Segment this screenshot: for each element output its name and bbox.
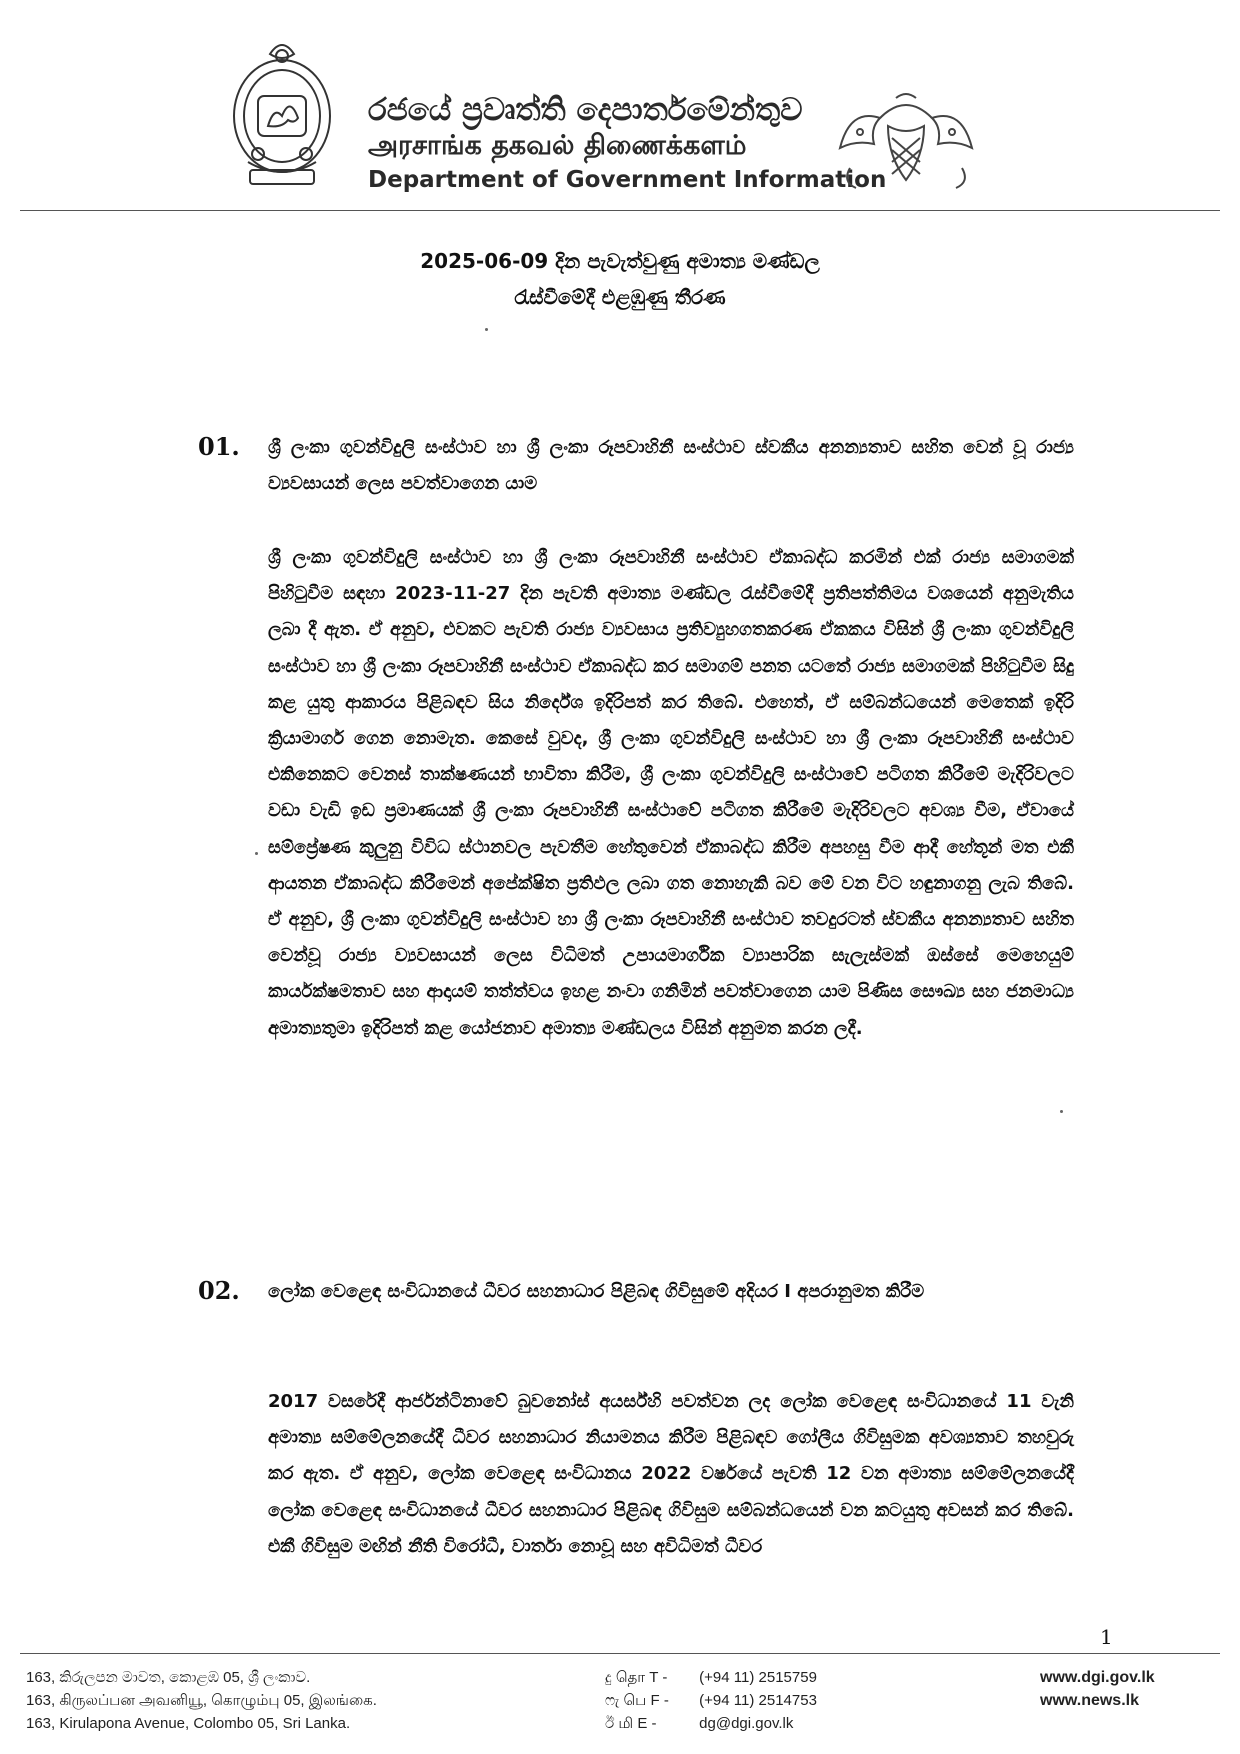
item-number: 01. [198,432,240,461]
document-title [300,243,940,315]
national-emblem-icon [228,34,336,194]
department-name-english: Department of Government Information [368,167,887,193]
fax-row [605,1689,905,1712]
scan-speck [255,852,258,855]
header-divider [20,210,1220,211]
address-sinhala: 163, කිරුලපන මාවත, කොළඹ 05, ශ්‍රී ලංකාව. [26,1669,311,1686]
email-label: ඊ மி E - [605,1715,657,1732]
scan-speck [485,328,488,331]
scan-speck [1060,1110,1063,1113]
fax-number: (+94 11) 2514753 [699,1692,817,1709]
phone-label: දු தொ T - [605,1669,668,1686]
footer-contact [605,1666,905,1735]
title-line-2: රැස්වීමේදී එළඹුණු තීරණ [514,285,726,309]
website-link-news[interactable]: www.news.lk [1040,1692,1139,1709]
address-tamil: 163, கிருலப்பன அவனியூ, கொழும்பு 05, இலங்கை. [26,1692,377,1709]
website-link-dgi[interactable]: www.dgi.gov.lk [1040,1669,1155,1686]
phone-row [605,1666,905,1689]
item-number: 02. [198,1276,240,1305]
item-heading: ලෝක වෙළෙඳ සංවිධානයේ ධීවර සහනාධාර පිළිබඳ ගිවිසුමේ අදියර I අපරානුමත කිරීම [268,1281,925,1302]
department-name-tamil: அரசாங்க தகவல் திணைக்களம் [368,130,747,161]
department-name-sinhala: රජයේ ප්‍රවෘත්ති දෙපාර්තමේන්තුව [368,92,803,128]
page-number: 1 [1100,1625,1113,1649]
item-heading: ශ්‍රී ලංකා ගුවන්විදුලි සංස්ථාව හා ශ්‍රී ලංකා රූපවාහිනී සංස්ථාව ස්වකීය අනන්‍යතාව සහිත වෙන් වූ රාජ්‍ය ව්‍යවසායන් ලෙස පවත්වාගෙන යාම [268,437,1074,494]
fax-label: ෆැ பெ F - [605,1692,669,1709]
address-english: 163, Kirulapona Avenue, Colombo 05, Sri Lanka. [26,1715,351,1732]
footer-websites [1040,1666,1220,1712]
email-address[interactable]: dg@dgi.gov.lk [699,1715,794,1732]
department-name-block [368,92,887,196]
email-row [605,1712,905,1735]
item-body: 2017 වසරේදී ආර්ජන්ටිනාවේ බුවනෝස් අයර්ස්හි පවත්වන ලද ලෝක වෙළෙඳ සංවිධානයේ 11 වැනි අමාත්‍ය සම්මේලනයේදී ධීවර සහනාධාර නියාමනය කිරීම පිළිබඳව ගෝලීය ගිවිසුමක අවශ්‍යතාව තහවුරු කර ඇත. ඒ අනුව, ලෝක වෙළෙඳ සංවිධානය 2022 වර්ෂයේ පැවති 12 වන අමාත්‍ය සම්මේලනයේදී ලෝක වෙළෙඳ සංවිධානයේ ධීවර සහනාධාර පිළිබඳ ගිවිසුම සම්බන්ධයෙන් වන කටයුතු අවසන් කර තිබේ. එකී ගිවිසුම මඟින් නීති විරෝධී, වාර්තා නොවූ සහ අවිධිමත් ධීවර [268,1391,1074,1557]
footer-address [26,1666,496,1735]
title-line-1: 2025-06-09 දින පැවැත්වුණු අමාත්‍ය මණ්ඩල [420,249,820,273]
phone-number: (+94 11) 2515759 [699,1669,817,1686]
footer-divider [20,1653,1220,1654]
item-body: ශ්‍රී ලංකා ගුවන්විදුලි සංස්ථාව හා ශ්‍රී ලංකා රූපවාහිනී සංස්ථාව ඒකාබද්ධ කරමින් එක් රාජ්‍ය සමාගමක් පිහිටුවීම සඳහා 2023-11-27 දින පැවති අමාත්‍ය මණ්ඩල රැස්වීමේදී ප්‍රතිපත්තිමය වශයෙන් අනුමැතිය ලබා දී ඇත. ඒ අනුව, එවකට පැවති රාජ්‍ය ව්‍යවසාය ප්‍රතිව්‍යුහගතකරණ ඒකකය විසින් ශ්‍රී ලංකා ගුවන්විදුලි සංස්ථාව හා ශ්‍රී ලංකා රූපවාහිනී සංස්ථාව ඒකාබද්ධ කර සමාගම් පනත යටතේ රාජ්‍ය සමාගමක් පිහිටුවීම සිදු කළ යුතු ආකාරය පිළිබඳව සිය නිර්දේශ ඉදිරිපත් කර තිබේ. එහෙත්, ඒ සම්බන්ධයෙන් මෙතෙක් ඉදිරි ක්‍රියාමාර්ග ගෙන නොමැත. කෙසේ වුවද, ශ්‍රී ලංකා ගුවන්විදුලි සංස්ථාව හා ශ්‍රී ලංකා රූපවාහිනී සංස්ථාව එකිනෙකට වෙනස් තාක්ෂණයන් භාවිතා කිරීම, ශ්‍රී ලංකා ගුවන්විදුලි සංස්ථාවේ පටිගත කිරීමේ මැදිරිවලට වඩා වැඩි ඉඩ ප්‍රමාණයක් ශ්‍රී ලංකා රූපවාහිනී සංස්ථාවේ පටිගත කිරීමේ මැදිරිවලට අවශ්‍ය වීම, ඒවායේ සම්ප්‍රේෂණ කුලුනු විවිධ ස්ථානවල පැවතීම හේතුවෙන් ඒකාබද්ධ කිරීම අපහසු වීම ආදී හේතූන් මත එකී ආයතන ඒකාබද්ධ කිරීමෙන් අපේක්ෂිත ප්‍රතිඵල ලබා ගත නොහැකි බව මේ වන විට හඳුනාගනු ලැබ තිබේ. ඒ අනුව, ශ්‍රී ලංකා ගුවන්විදුලි සංස්ථාව හා ශ්‍රී ලංකා රූපවාහිනී සංස්ථාව තවදුරටත් ස්වකීය අනන්‍යතාව සහිත වෙන්වූ රාජ්‍ය ව්‍යවසායන් ලෙස විධිමත් උපායමාර්ගික ව්‍යාපාරික සැලැස්මක් ඔස්සේ මෙහෙයුම් කාර්යක්ෂමතාව සහ ආදායම් තත්ත්වය ඉහළ නංවා ගනිමින් පවත්වාගෙන යාම පිණිස සෞඛ්‍ය සහ ජනමාධ්‍ය අමාත්‍යතුමා ඉදිරිපත් කළ යෝජනාව අමාත්‍ය මණ්ඩලය විසින් අනුමත කරන ලදී. [268,547,1074,1039]
traditional-art-icon [830,88,982,192]
letterhead [0,0,1240,215]
